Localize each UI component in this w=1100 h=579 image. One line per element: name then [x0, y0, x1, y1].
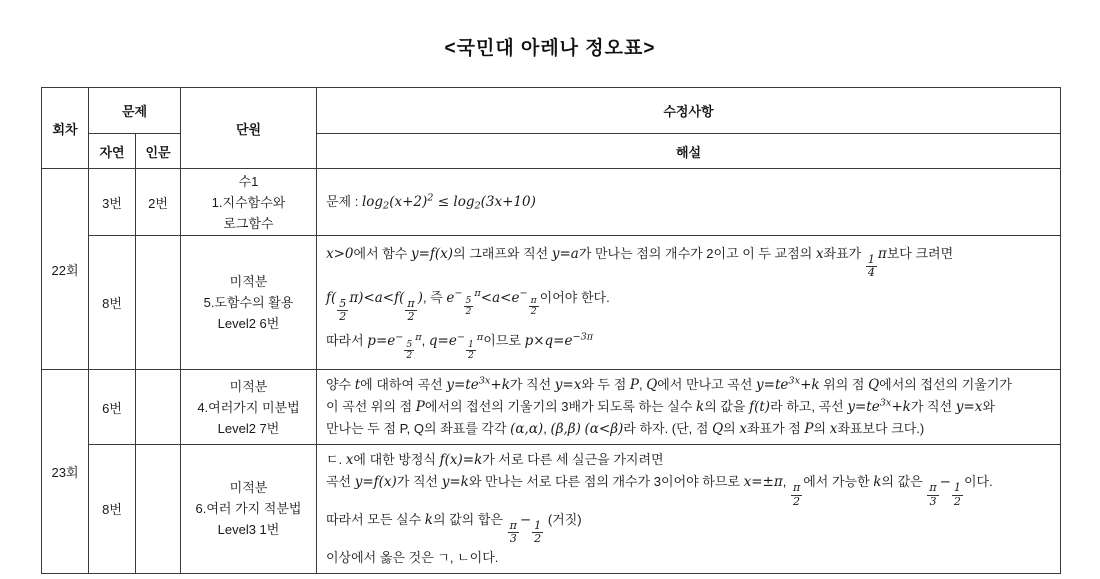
unit-line: 수1	[238, 173, 259, 189]
explanation-line: ㄷ. x에 대한 방정식 f(x)=k가 서로 다른 세 실근을 가지려면	[326, 452, 664, 469]
unit-line: 로그함수	[223, 215, 274, 231]
header-problem: 문제	[89, 88, 181, 134]
unit-line: Level2 6번	[217, 316, 280, 332]
table-row	[42, 370, 1061, 445]
round-label-23: 23회	[42, 370, 89, 573]
humanities-problem	[136, 445, 181, 573]
unit-line: 미적분	[229, 378, 268, 394]
header-round: 회차	[42, 88, 89, 169]
header-row-1	[42, 88, 1061, 134]
unit-cell	[181, 236, 317, 370]
natural-problem: 6번	[89, 370, 136, 445]
unit-line: 5.도함수의 활용	[203, 295, 294, 311]
unit-cell	[181, 370, 317, 445]
explanation-line: 이 곡선 위의 점 P에서의 접선의 기울기의 3배가 되도록 하는 실수 k의 값을 f(t)라 하고, 곡선 $y=te^{3x}+k$가 직선 y=x와	[326, 397, 995, 416]
humanities-problem	[136, 370, 181, 445]
page-title: <국민대 아레나 정오표>	[444, 38, 656, 59]
unit-cell	[181, 169, 317, 236]
humanities-problem	[136, 236, 181, 370]
header-explanation: 해설	[317, 134, 1061, 169]
explanation-line: 곡선 y=f(x)가 직선 y=k와 만나는 서로 다른 점의 개수가 3이어야 하므로 x=±π, $\frac{\pi}{2}$ 에서 가능한 k의 값은 $\frac{\pi}{3}$ − $\frac{1}{2}$ 이다.	[326, 474, 993, 508]
header-natural: 자연	[89, 134, 136, 169]
unit-line: 미적분	[229, 480, 268, 496]
unit-line: Level3 1번	[217, 522, 280, 538]
header-revisions: 수정사항	[317, 88, 1061, 134]
unit-line: 1.지수함수와	[211, 194, 286, 210]
explanation-cell	[317, 169, 1061, 236]
header-humanities: 인문	[136, 134, 181, 169]
errata-table	[41, 87, 1061, 574]
explanation-cell	[317, 236, 1061, 370]
unit-line: Level2 7번	[217, 420, 280, 436]
table-row	[42, 445, 1061, 573]
humanities-problem: 2번	[136, 169, 181, 236]
unit-line: 미적분	[229, 274, 268, 290]
explanation-cell	[317, 445, 1061, 573]
explanation-cell	[317, 370, 1061, 445]
natural-problem: 3번	[89, 169, 136, 236]
round-label-22: 22회	[42, 169, 89, 370]
explanation-line: 이상에서 옳은 것은 ㄱ, ㄴ이다.	[326, 549, 499, 565]
explanation-line: x>0에서 함수 y=f(x)의 그래프와 직선 y=a가 만나는 점의 개수가 2이고 이 두 교점의 x좌표가 $\frac{1}{4}$ π보다 크려면	[326, 246, 954, 280]
table-row	[42, 169, 1061, 236]
explanation-line: 따라서 모든 실수 k의 값의 합은 $\frac{\pi}{3}$ − $\frac{1}{2}$ (거짓)	[326, 511, 582, 546]
natural-problem: 8번	[89, 445, 136, 573]
explanation-line: 따라서 $p=e^{- \frac{5}{2} \pi}$, $q=e^{- \frac{1}{2} \pi}$이므로 $p\times q=e^{-3\pi}$	[326, 332, 594, 361]
unit-line: 6.여러 가지 적분법	[195, 501, 302, 517]
explanation-line: 문제 : $\log_2(x+2)^2 \le \log_2(3x+10)$	[326, 192, 536, 212]
header-unit: 단원	[181, 88, 317, 169]
unit-line: 4.여러가지 미분법	[197, 399, 300, 415]
explanation-line: 만나는 두 점 P, Q의 좌표를 각각 (α,α), (β,β) (α<β)라 하자. (단, 점 Q의 x좌표가 점 P의 x좌표보다 크다.)	[326, 421, 925, 438]
natural-problem: 8번	[89, 236, 136, 370]
explanation-line: f( $\frac{5}{2}$ π)<a<f( $\frac{\pi}{2}$ ), 즉 $e^{- \frac{5}{2} \pi}<a<e^{- \frac{\pi}{2}}$ 이어야 한다.	[326, 288, 610, 324]
unit-cell	[181, 445, 317, 573]
explanation-line: 양수 t에 대하여 곡선 $y=te^{3x}+k$가 직선 y=x와 두 점 P, Q에서 만나고 곡선 $y=te^{3x}+k$ 위의 점 Q에서의 접선의 기울기가	[326, 375, 1012, 394]
table-row	[42, 236, 1061, 370]
